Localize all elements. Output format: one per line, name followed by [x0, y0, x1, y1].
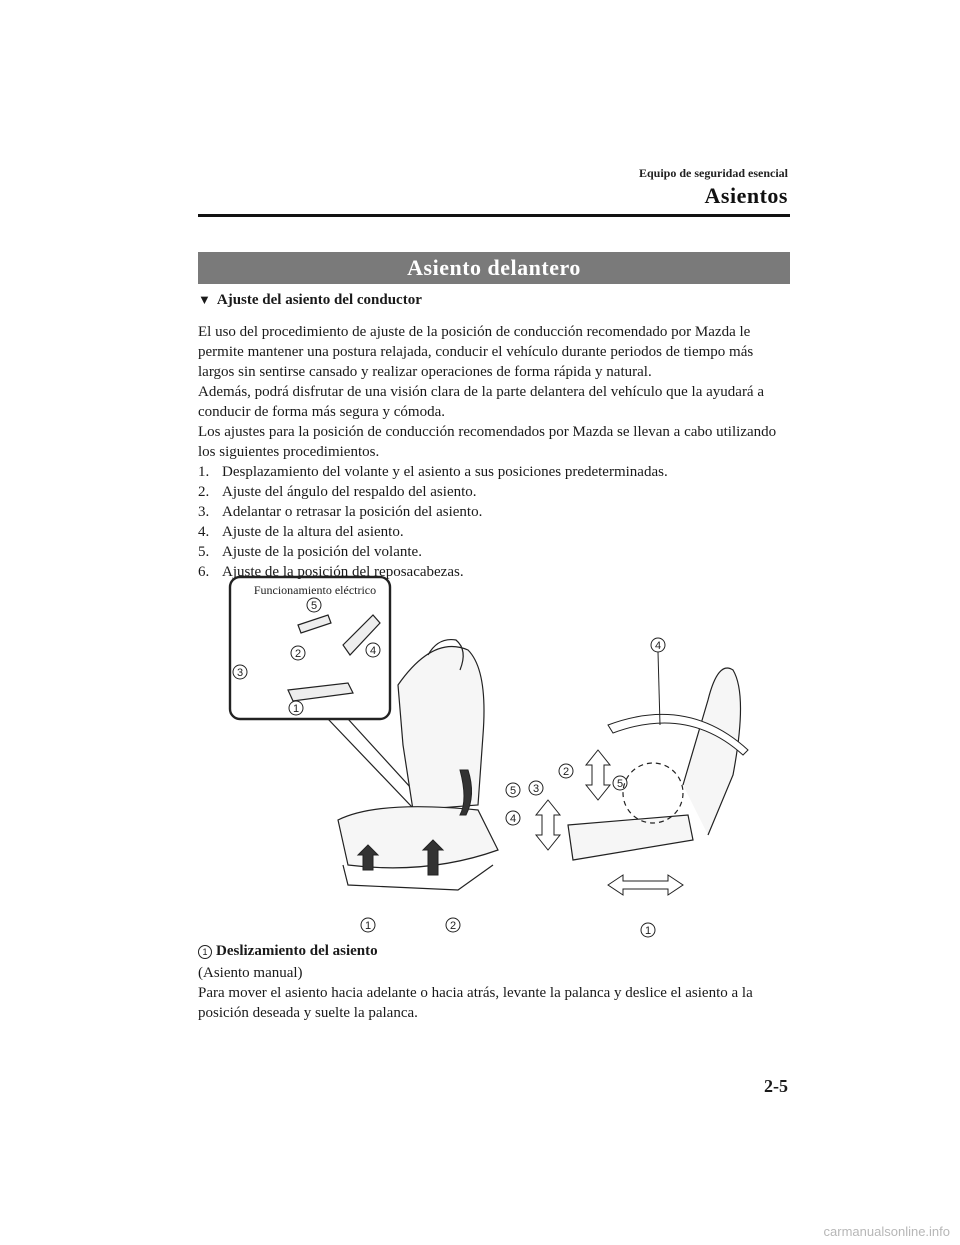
- callout-five: 5: [509, 785, 517, 797]
- step-number: 1.: [198, 464, 210, 480]
- inset-lumbar-switch: [298, 615, 331, 633]
- subheading: [198, 292, 422, 309]
- callout-five: 5: [616, 778, 624, 790]
- inset-label: Funcionamiento eléctrico: [253, 583, 377, 597]
- side-seat-backrest: [683, 668, 741, 835]
- intro-paragraph: El uso del procedimiento de ajuste de la posición de conducción recomendado por Mazda le permite mantener una postura relajada, conducir el vehículo durante periodos de tiempo más largos sin sentirse cansado y realizar operaciones de forma rápida y natural.: [198, 324, 754, 380]
- body-text: [198, 322, 793, 582]
- intro-paragraph: Los ajustes para la posición de conducción recomendados por Mazda se llevan a cabo utilizando los siguientes procedimientos.: [198, 424, 777, 460]
- inset-seat-switch: [288, 683, 353, 701]
- step-text: Ajuste de la altura del asiento.: [222, 524, 404, 540]
- double-arrow-horizontal: [608, 875, 683, 895]
- callout-one: 1: [292, 703, 300, 715]
- list-item: [198, 542, 793, 562]
- header-title: Asientos: [704, 183, 788, 208]
- callout-four: 4: [509, 813, 517, 825]
- dashed-detail-circle: [623, 763, 683, 823]
- intro-paragraph: Además, podrá disfrutar de una visión clara de la parte delantera del vehículo que la ayudará a conducir de forma más segura y cómoda.: [198, 384, 765, 420]
- callout-four: 4: [654, 640, 662, 652]
- step-number: 5.: [198, 544, 210, 560]
- step-text: Ajuste de la posición del reposacabezas.: [222, 564, 464, 580]
- callout-one: 1: [364, 920, 372, 932]
- callout-three: 3: [236, 667, 244, 679]
- step-text: Ajuste de la posición del volante.: [222, 544, 422, 560]
- section-heading: [198, 943, 378, 960]
- step-number: 2.: [198, 484, 210, 500]
- header-rule: [198, 214, 790, 217]
- header-section-label: Equipo de seguridad esencial: [638, 166, 788, 180]
- section-title: Deslizamiento del asiento: [216, 943, 378, 959]
- section-number-badge: 1: [198, 945, 212, 959]
- steps-list: [198, 462, 793, 582]
- list-item: [198, 482, 793, 502]
- callout-two: 2: [449, 920, 457, 932]
- list-item: [198, 522, 793, 542]
- callout-five: 5: [310, 600, 318, 612]
- section-body: [198, 963, 793, 1023]
- seat-cushion: [338, 807, 498, 868]
- section-line: Para mover el asiento hacia adelante o hacia atrás, levante la palanca y deslice el asiento a la posición deseada y suelte la palanca.: [198, 985, 753, 1021]
- double-arrow-vertical: [536, 800, 560, 850]
- callout-four: 4: [369, 645, 377, 657]
- step-number: 4.: [198, 524, 210, 540]
- list-item: [198, 502, 793, 522]
- triangle-down-icon: ▼: [198, 292, 211, 307]
- double-arrow-vertical: [586, 750, 610, 800]
- step-text: Ajuste del ángulo del respaldo del asiento.: [222, 484, 477, 500]
- step-text: Desplazamiento del volante y el asiento a sus posiciones predeterminadas.: [222, 464, 668, 480]
- callout-two: 2: [562, 766, 570, 778]
- watermark: carmanualsonline.info: [823, 1224, 950, 1239]
- side-seat-cushion: [568, 815, 693, 860]
- list-item: [198, 462, 793, 482]
- callout-two: 2: [294, 648, 302, 660]
- callout-three: 3: [532, 783, 540, 795]
- seat-adjustment-illustration: [228, 575, 773, 940]
- step-number: 3.: [198, 504, 210, 520]
- section-line: (Asiento manual): [198, 965, 303, 981]
- page-number: 2-5: [764, 1076, 788, 1096]
- subheading-text: Ajuste del asiento del conductor: [216, 292, 422, 308]
- step-text: Adelantar o retrasar la posición del asiento.: [222, 504, 483, 520]
- section-banner: Asiento delantero: [198, 252, 790, 284]
- callout-one: 1: [644, 925, 652, 937]
- step-number: 6.: [198, 564, 210, 580]
